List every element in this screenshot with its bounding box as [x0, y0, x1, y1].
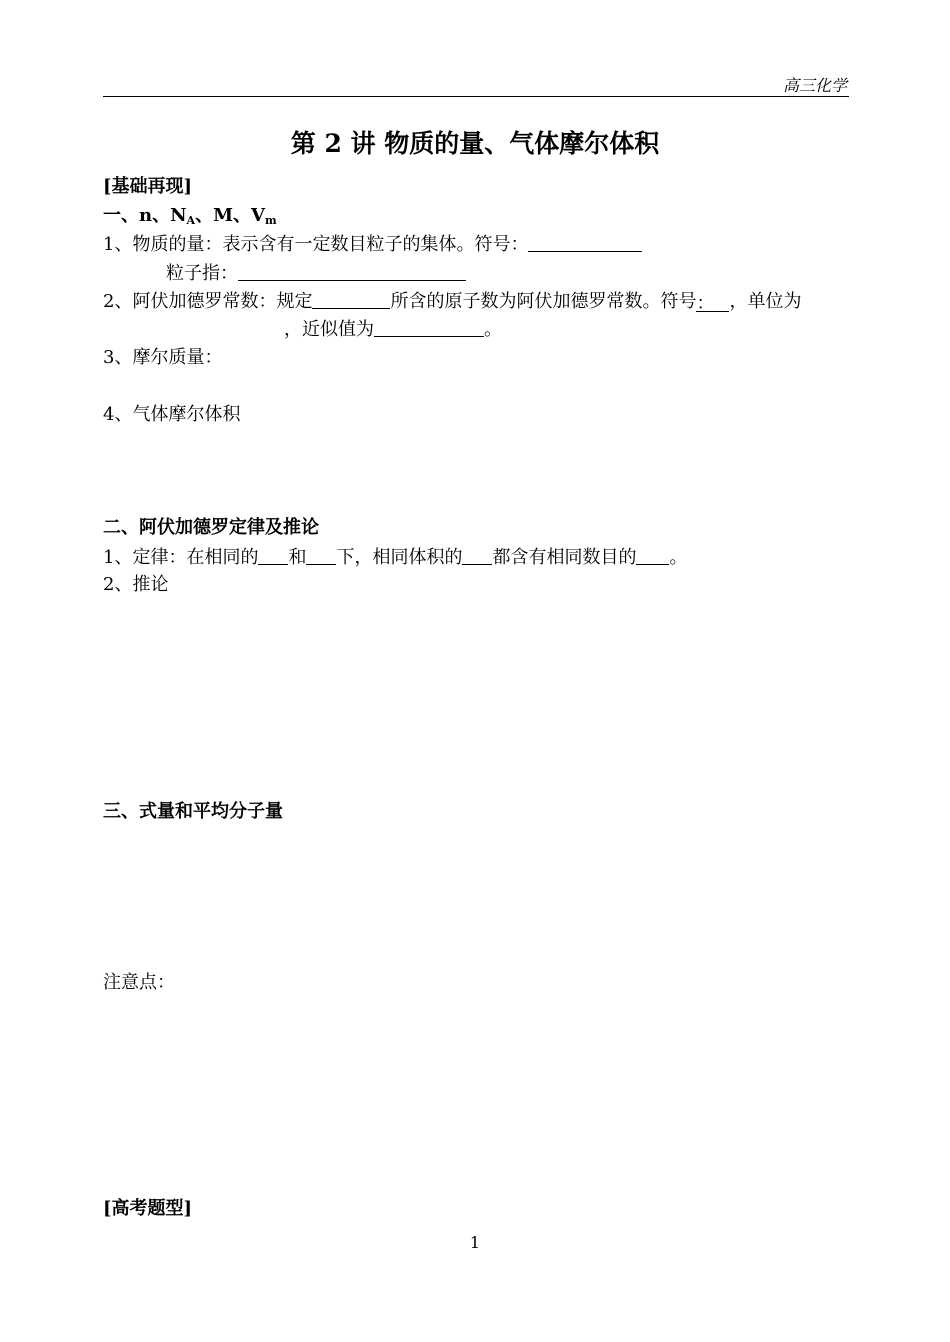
- item1-particle-line: [166, 262, 466, 285]
- header-course: 高三化学: [782, 76, 847, 95]
- law-text-a: 1、定律：在相同的: [103, 547, 259, 568]
- item2-line: [103, 290, 801, 313]
- corollary-label: 2、推论: [103, 574, 169, 595]
- symbol-blank[interactable]: [528, 233, 642, 252]
- law-line: [103, 546, 687, 569]
- item3-molar-mass: 3、摩尔质量：: [103, 347, 223, 368]
- law-blank-2[interactable]: [306, 546, 336, 565]
- item1-text: 1、物质的量：表示含有一定数目粒子的集体。符号：: [103, 234, 529, 255]
- particle-blank[interactable]: [238, 262, 466, 281]
- exam-heading: [高考题型]: [103, 1198, 193, 1219]
- section1-heading-prefix: 一、n、N: [103, 205, 187, 226]
- law-blank-4[interactable]: [636, 546, 669, 565]
- item4-molar-volume: 4、气体摩尔体积: [103, 404, 241, 425]
- standard-blank[interactable]: [312, 290, 390, 309]
- law-blank-3[interactable]: [462, 546, 492, 565]
- section1-heading: [103, 205, 277, 227]
- notes-label: 注意点：: [103, 972, 175, 993]
- approx-value-blank[interactable]: [374, 318, 484, 337]
- law-text-b: 和: [288, 547, 307, 568]
- section1-heading-sep: 、M、V: [195, 205, 265, 226]
- law-end: 。: [669, 547, 688, 568]
- na-subscript: A: [186, 214, 196, 227]
- na-symbol-blank[interactable]: [696, 293, 729, 312]
- item2-end: 。: [484, 319, 502, 340]
- section2-heading: 二、阿伏加德罗定律及推论: [103, 517, 319, 538]
- law-blank-1[interactable]: [258, 546, 288, 565]
- page-number: 1: [469, 1233, 481, 1252]
- basics-heading: [基础再现]: [103, 176, 193, 197]
- vm-subscript: m: [264, 214, 277, 227]
- particle-label: 粒子指：: [166, 263, 238, 284]
- item2-text-c: ，单位为: [729, 291, 802, 312]
- item2-text-b: 所含的原子数为阿伏加德罗常数。符号: [390, 291, 697, 312]
- item1-line: [103, 233, 642, 256]
- item2-colon: ：: [696, 293, 715, 314]
- law-text-d: 都含有相同数目的: [492, 547, 637, 568]
- header-rule: [103, 96, 849, 97]
- item2-line2: [284, 318, 502, 341]
- law-text-c: 下，相同体积的: [336, 547, 463, 568]
- item2-text-a: 2、阿伏加德罗常数：规定: [103, 291, 313, 312]
- section3-heading: 三、式量和平均分子量: [103, 801, 283, 822]
- item2-text-d: ，近似值为: [284, 319, 374, 340]
- page-title: 第 2 讲 物质的量、气体摩尔体积: [290, 129, 660, 158]
